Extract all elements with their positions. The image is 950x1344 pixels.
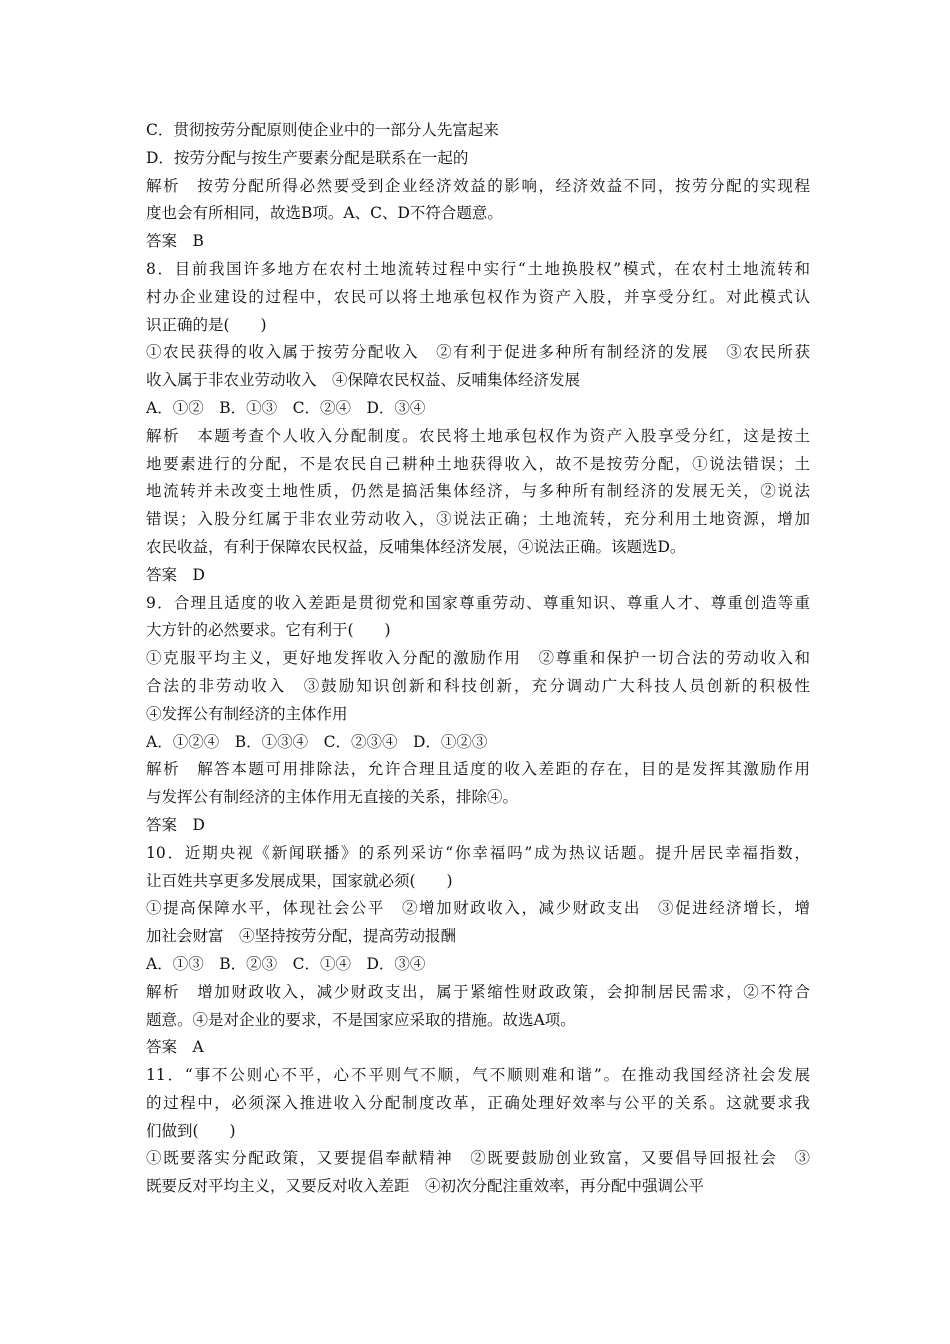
text-line: 们做到( ) — [146, 1121, 236, 1140]
text-line: ①提高保障水平，体现社会公平 ②增加财政收入，减少财政支出 ③促进经济增长，增 — [146, 899, 810, 918]
text-line: 加社会财富 ④坚持按劳分配，提高劳动报酬 — [146, 927, 457, 946]
text-line: 识正确的是( ) — [146, 315, 267, 334]
text-line: 度也会有所相同，故选B项。A、C、D不符合题意。 — [146, 204, 503, 223]
text-line: A．①② B．①③ C．②④ D．③④ — [146, 398, 426, 417]
text-line: 既要反对平均主义，又要反对收入差距 ④初次分配注重效率，再分配中强调公平 — [146, 1177, 705, 1196]
text-line: 11．“事不公则心不平，心不平则气不顺，气不顺则难和谐”。在推动我国经济社会发展 — [146, 1066, 810, 1085]
text-line: 题意。④是对企业的要求，不是国家应采取的措施。故选A项。 — [146, 1010, 576, 1029]
text-line: A．①③ B．②③ C．①④ D．③④ — [146, 954, 426, 973]
text-line: 村办企业建设的过程中，农民可以将土地承包权作为资产入股，并享受分红。对此模式认 — [146, 287, 810, 306]
text-line: ①农民获得的收入属于按劳分配收入 ②有利于促进多种所有制经济的发展 ③农民所获 — [146, 343, 810, 362]
text-line: 收入属于非农业劳动收入 ④保障农民权益、反哺集体经济发展 — [146, 371, 581, 390]
text-line: 答案 D — [146, 815, 205, 834]
text-line: 让百姓共享更多发展成果，国家就必须( ) — [146, 871, 453, 890]
text-line: ①克服平均主义，更好地发挥收入分配的激励作用 ②尊重和保护一切合法的劳动收入和 — [146, 649, 810, 668]
text-line: 农民收益，有利于保障农民权益，反哺集体经济发展，④说法正确。该题选D。 — [146, 537, 686, 556]
text-line: 10．近期央视《新闻联播》的系列采访“你幸福吗”成为热议话题。提升居民幸福指数， — [146, 843, 810, 862]
document-body — [146, 117, 810, 1201]
text-line: 答案 B — [146, 232, 204, 251]
text-line: 解析 增加财政收入，减少财政支出，属于紧缩性财政政策，会抑制居民需求，②不符合 — [146, 982, 810, 1001]
text-line: ①既要落实分配政策，又要提倡奉献精神 ②既要鼓励创业致富，又要倡导回报社会 ③ — [146, 1149, 810, 1168]
text-line: 解析 本题考查个人收入分配制度。农民将土地承包权作为资产入股享受分红，这是按土 — [146, 426, 810, 445]
text-line: A．①②④ B．①③④ C．②③④ D．①②③ — [146, 732, 488, 751]
text-line: 地要素进行的分配，不是农民自己耕种土地获得收入，故不是按劳分配，①说法错误；土 — [146, 454, 810, 473]
text-line: 错误；入股分红属于非农业劳动收入，③说法正确；土地流转，充分利用土地资源，增加 — [146, 510, 810, 529]
text-line: 答案 D — [146, 565, 205, 584]
text-line: ④发挥公有制经济的主体作用 — [146, 704, 348, 723]
text-line: 解析 解答本题可用排除法，允许合理且适度的收入差距的存在，目的是发挥其激励作用 — [146, 760, 810, 779]
text-line: 解析 按劳分配所得必然要受到企业经济效益的影响，经济效益不同，按劳分配的实现程 — [146, 176, 810, 195]
text-line: 答案 A — [146, 1038, 204, 1057]
text-line: 与发挥公有制经济的主体作用无直接的关系，排除④。 — [146, 788, 519, 807]
text-line: 的过程中，必须深入推进收入分配制度改革，正确处理好效率与公平的关系。这就要求我 — [146, 1093, 810, 1112]
text-line: 地流转并未改变土地性质，仍然是搞活集体经济，与多种所有制经济的发展无关，②说法 — [146, 482, 810, 501]
text-line: 8．目前我国许多地方在农村土地流转过程中实行“土地换股权”模式，在农村土地流转和 — [146, 259, 810, 278]
text-line: 9．合理且适度的收入差距是贯彻党和国家尊重劳动、尊重知识、尊重人才、尊重创造等重 — [146, 593, 810, 612]
text-line: 大方针的必然要求。它有利于( ) — [146, 621, 391, 640]
text-line: C．贯彻按劳分配原则使企业中的一部分人先富起来 — [146, 121, 499, 139]
text-line: 合法的非劳动收入 ③鼓励知识创新和科技创新，充分调动广大科技人员创新的积极性 — [146, 676, 810, 695]
text-line: D．按劳分配与按生产要素分配是联系在一起的 — [146, 148, 469, 167]
